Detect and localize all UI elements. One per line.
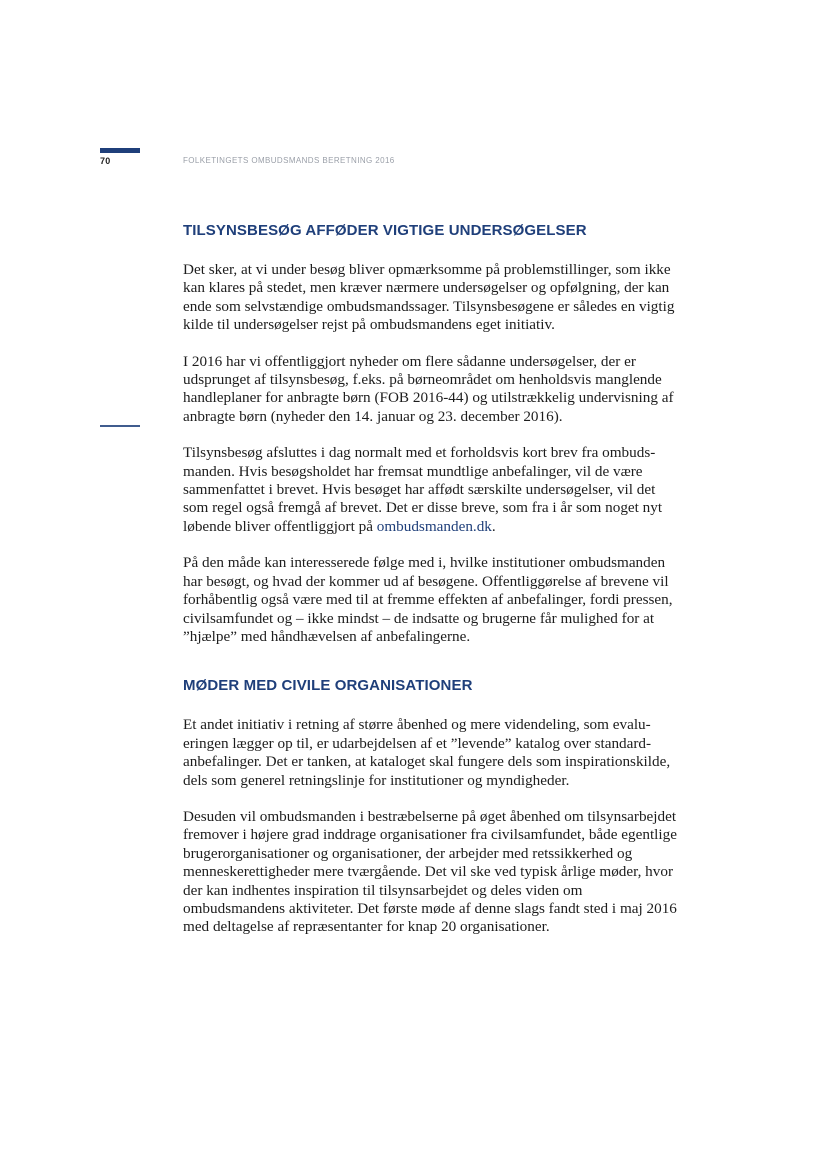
paragraph: På den måde kan interesserede følge med i, hvilke institutioner ombudsmanden har besøgt, og hvad der kommer ud af besøgene. Offentliggørelse af brevene vil forhåbentlig også være med til at fremme effekten af anbefalinger, fordi pressen, civilsamfundet og – ikke mindst – de indsatte og brugerne får mulighed for at ”hjælpe” med håndhævelsen af anbefalingerne. xyxy=(183,554,673,645)
page-number: 70 xyxy=(100,156,111,166)
margin-accent-line xyxy=(100,425,140,427)
paragraph: Et andet initiativ i retning af større åbenhed og mere videndeling, som evalueringen lægger op til, er udarbejdelsen af et ”levende” katalog over standardanbefalinger. Det er tanken, at kataloget skal fungere dels som inspirationskilde, dels som generel retningslinje for institutioner og myndigheder. xyxy=(183,716,671,789)
article-body xyxy=(183,221,680,955)
section-heading-moeder: MØDER MED CIVILE ORGANISATIONER xyxy=(183,677,473,695)
page-accent-bar xyxy=(100,148,140,153)
paragraph: Desuden vil ombudsmanden i bestræbelserne på øget åbenhed om tilsynsarbejdet fremover i højere grad inddrage organisationer fra civilsamfundet, både egentlige brugerorganisationer og organisationer, der arbejder med retssikkerhed og menneskerettigheder mere tværgående. Det vil ske ved typisk årlige møder, hvor der kan indhentes inspiration til tilsynsarbejdet og deles viden om ombudsmandens aktiviteter. Det første møde af denne slags fandt sted i maj 2016 med deltagelse af repræsentanter for knap 20 organisationer. xyxy=(183,807,677,936)
paragraph: Det sker, at vi under besøg bliver opmærksomme på problemstillinger, som ikke kan klares på stedet, men kræver nærmere undersøgelser og opfølgning, der kan ende som selvstændige ombudsmandssager. Tilsynsbesøgene er således en vigtig kilde til undersøgelser rejst på ombudsmandens eget initiativ. xyxy=(183,261,675,334)
paragraph-with-link xyxy=(183,444,680,536)
section-heading-tilsynsbesoeg: TILSYNSBESØG AFFØDER VIGTIGE UNDERSØGELSER xyxy=(183,222,587,239)
running-header: FOLKETINGETS OMBUDSMANDS BERETNING 2016 xyxy=(183,156,395,165)
link-suffix: . xyxy=(491,517,496,535)
ombudsmanden-link[interactable]: ombudsmanden.dk xyxy=(376,517,492,535)
paragraph-text: Tilsynsbesøg afsluttes i dag normalt med et forholdsvis kort brev fra ombudsmanden. Hvis besøgsholdet har fremsat mundtlige anbefalinger, vil de være sammenfattet i brevet. Hvis besøget har affødt særskilte undersøgelser, vil det som regel også fremgå af brevet. Det er disse breve, som fra i år som noget nyt løbende bliver offentliggjort på xyxy=(183,444,663,535)
paragraph: I 2016 har vi offentliggjort nyheder om flere sådanne undersøgelser, der er udsprunget af tilsynsbesøg, f.eks. på børneområdet om henholdsvis manglende handleplaner for anbragte børn (FOB 2016-44) og utilstrækkelig undervisning af anbragte børn (nyheder den 14. januar og 23. december 2016). xyxy=(183,352,674,425)
